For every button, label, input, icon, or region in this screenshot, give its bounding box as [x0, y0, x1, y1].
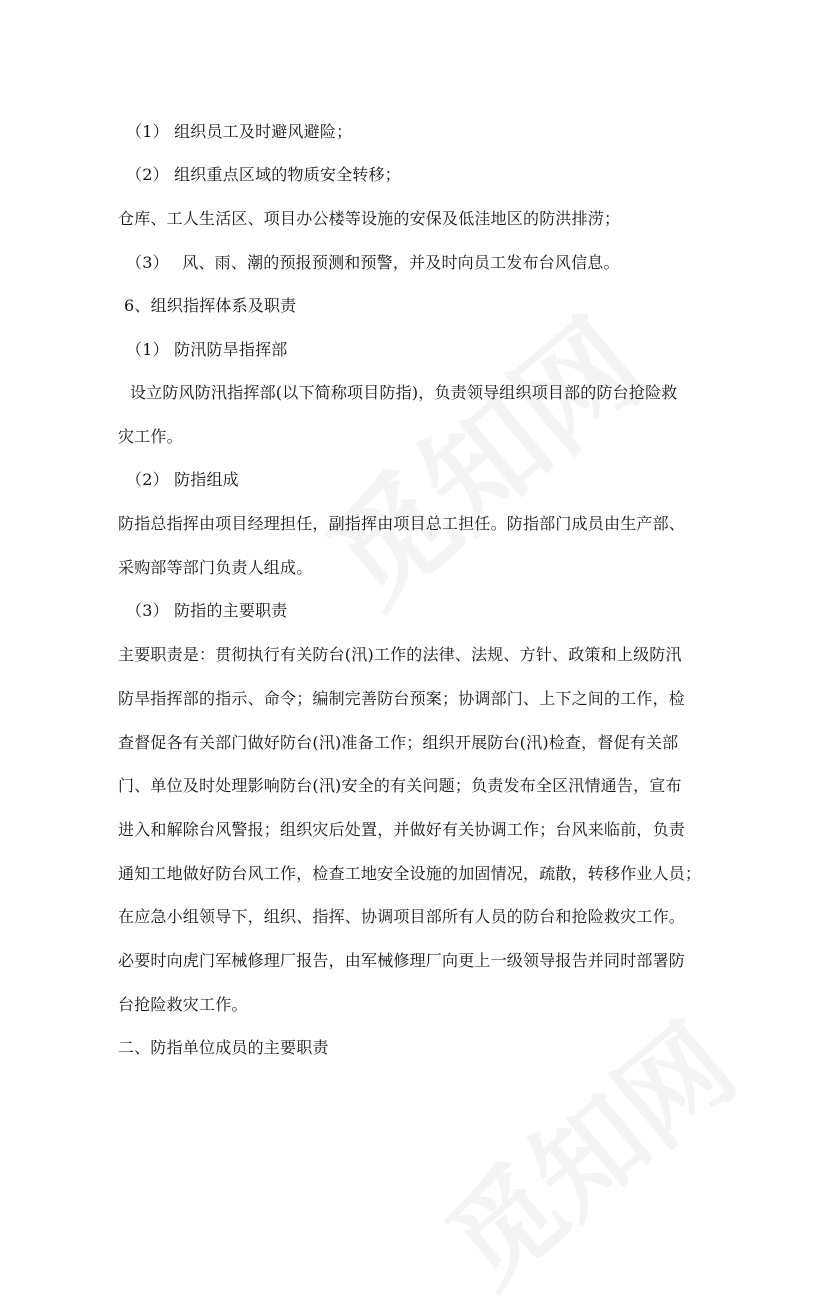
- text-line: （1） 组织员工及时避风避险；: [126, 122, 353, 141]
- text-line: （2） 组织重点区域的物质安全转移；: [126, 165, 401, 184]
- text-line: 通知工地做好防台风工作，检查工地安全设施的加固情况，疏散，转移作业人员；: [118, 864, 702, 883]
- text-line: 采购部等部门负责人组成。: [118, 558, 313, 577]
- text-line: （3） 风、雨、潮的预报预测和预警，并及时向员工发布台风信息。: [126, 253, 620, 272]
- text-line: 设立防风防汛指挥部(以下简称项目防指)，负责领导组织项目部的防台抢险救: [130, 383, 678, 402]
- text-line: 台抢险救灾工作。: [118, 995, 248, 1014]
- section-heading: 6、组织指挥体系及职责: [124, 296, 297, 315]
- text-line: 门、单位及时处理影响防台(汛)安全的有关问题；负责发布全区汛情通告，宣布: [118, 776, 682, 795]
- text-line: 仓库、工人生活区、项目办公楼等设施的安保及低洼地区的防洪排涝；: [118, 209, 621, 228]
- text-line: 主要职责是：贯彻执行有关防台(汛)工作的法律、法规、方针、政策和上级防汛: [118, 645, 682, 664]
- text-line: 进入和解除台风警报；组织灾后处置，并做好有关协调工作；台风来临前，负责: [118, 820, 686, 839]
- text-line: 必要时向虎门军械修理厂报告，由军械修理厂向更上一级领导报告并同时部署防: [118, 951, 686, 970]
- section-heading: 二、防指单位成员的主要职责: [118, 1038, 329, 1057]
- text-line: （2） 防指组成: [126, 470, 239, 489]
- text-line: 查督促各有关部门做好防台(汛)准备工作；组织开展防台(汛)检查，督促有关部: [118, 733, 679, 752]
- text-line: 防指总指挥由项目经理担任，副指挥由项目总工担任。防指部门成员由生产部、: [118, 514, 686, 533]
- text-line: 灾工作。: [118, 427, 183, 446]
- watermark: [287, 274, 673, 637]
- text-line: （1） 防汛防旱指挥部: [126, 340, 288, 359]
- text-line: 在应急小组领导下，组织、指挥、协调项目部所有人员的防台和抢险救灾工作。: [118, 907, 686, 926]
- text-line: （3） 防指的主要职责: [126, 601, 288, 620]
- text-line: 防旱指挥部的指示、命令；编制完善防台预案；协调部门、上下之间的工作，检: [118, 689, 686, 708]
- watermark: [408, 982, 762, 1315]
